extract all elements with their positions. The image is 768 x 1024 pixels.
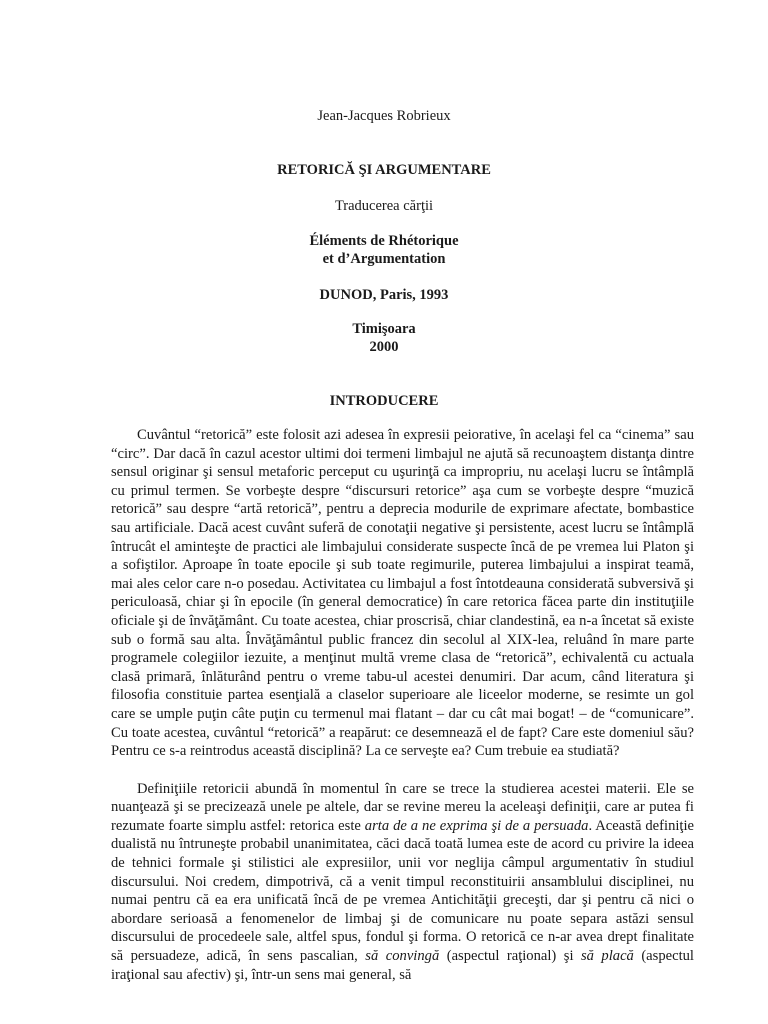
introduction-body [111, 426, 694, 984]
paragraph-2-emphasis-3: să placă [580, 948, 634, 965]
original-title-line1: Éléments de Rhétorique [309, 233, 459, 249]
publisher-info: DUNOD, Paris, 1993 [319, 287, 449, 303]
paragraph-2-text-a: Definiţiile retoricii abundă în momentul în care se trece la studierea acestei materii. Ele se nuanţează şi se precizează unele pe altele, dar se revine mereu la aceleaşi definiţii, care ar putea fi rezumate foarte simplu astfel: retorica este [111, 780, 694, 834]
paragraph-1: Cuvântul “retorică” este folosit azi adesea în expresii peiorative, în acelaşi fel ca “cinema” sau “circ”. Dar dacă în cazul acestor ultimi doi termeni limbajul ne ajută să recunoaştem distanţa dintre sensul originar şi sensul metaforic perceput cu uşurinţă ca impropriu, nu acelaşi lucru se întâmplă cu primul termen. Se vorbeşte despre “discursuri retorice” aşa cum se vorbeşte despre “muzică retorică” sau despre “artă retorică”, pentru a deprecia modurile de exprimare afectate, bombastice sau artificiale. Dacă acest cuvânt suferă de conotaţii negative şi persistente, acest lucru se întâmplă întrucât el aminteşte de practici ale limbajului considerate suspecte încă de pe vremea lui Platon şi a sofiştilor. Aproape în toate epocile şi sub toate regimurile, puterea limbajului a inspirat teamă, mai ales celor care n-o posedau. Activitatea cu limbajul a fost întotdeauna considerată subversivă şi periculoasă, chiar şi în epocile (în general democratice) în care retorica făcea parte din instituţiile oficiale şi de învăţământ. Cu toate acestea, chiar proscrisă, chiar clandestină, ea n-a încetat să existe sub o formă sau alta. Învăţământul public francez din secolul al XIX-lea, reluând în mare parte programele colegiilor iezuite, a menţinut multă vreme clasa de “retorică”, echivalentă cu actuala clasă primară, înlăturând pentru o vreme tabu-ul acestei denumiri. Dar acum, când literatura şi filosofia constituie partea esenţială a claselor superioare ale liceelor moderne, se resimte un gol care se umple puţin câte puţin cu termenul mai flatant – dar cu cât mai bogat! – de “comunicare”. Cu toate acestea, cuvântul “retorică” a reapărut: ce desemnează el de fapt? Care este domeniul său? Pentru ce s-a reintrodus această disciplină? La ce serveşte ea? Cum trebuie ea studiată? [111, 427, 694, 760]
book-title: RETORICĂ ŞI ARGUMENTARE [277, 162, 491, 178]
paragraph-2-text-b: . Această definiţie dualistă nu întruneşte probabil unanimitatea, căci dacă toată lumea este de acord cu privire la ideea de tehnici formale şi stilistici ale expresiilor, unii vor neglija câmpul argumentativ în studiul discursului. Noi credem, dimpotrivă, că a venit timpul reconstituirii ansamblului disciplinei, nu numai pentru că ea era unificată încă de pe vremea Antichităţii greceşti, dar şi pentru că nici o abordare serioasă a fenomenelor de limbaj şi de comunicare nu poate separa astăzi sensul discursului de procedeele sale, altfel spus, fondul şi forma. O retorică ce n-ar avea drept finalitate să persuadeze, adică, în sens pascalian, [111, 817, 695, 965]
city: Timişoara [352, 321, 416, 337]
paragraph-2-emphasis-1: arta de a ne exprima şi de a persuada [364, 817, 589, 834]
original-title-line2: et d’Argumentation [322, 251, 446, 267]
paragraph-2 [111, 780, 694, 985]
translation-label: Traducerea cărţii [334, 198, 434, 214]
paragraph-2-text-c: (aspectul raţional) şi [439, 948, 581, 965]
section-heading: INTRODUCERE [329, 393, 439, 409]
author-name: Jean-Jacques Robrieux [317, 108, 451, 124]
paragraph-2-text-d: (aspectul iraţional sau afectiv) şi, într-un sens mai general, să [111, 948, 694, 983]
year: 2000 [369, 339, 399, 355]
paragraph-2-emphasis-2: să convingă [365, 948, 440, 965]
